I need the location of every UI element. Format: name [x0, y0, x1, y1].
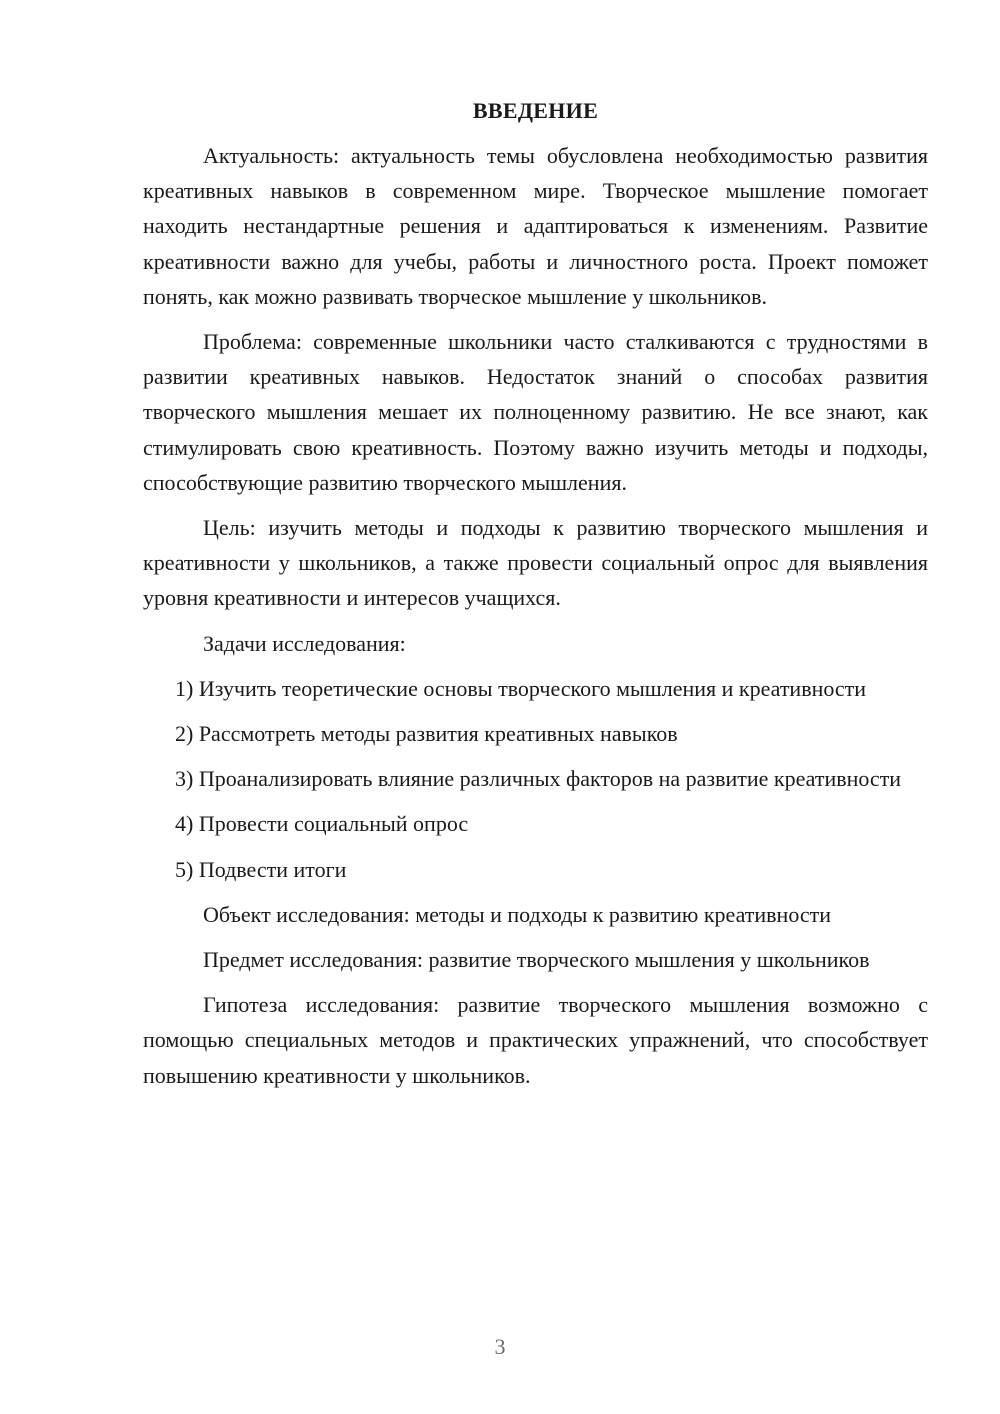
page-content	[143, 93, 928, 1103]
task-item: 2) Рассмотреть методы развития креативных навыков	[175, 721, 678, 747]
task-item: 4) Провести социальный опрос	[175, 811, 469, 837]
page-number: 3	[494, 1334, 506, 1359]
section-title: ВВЕДЕНИЕ	[472, 98, 599, 123]
task-item: 1) Изучить теоретические основы творческого мышления и креативности	[175, 675, 867, 701]
hypothesis-paragraph: Гипотеза исследования: развитие творческого мышления возможно с помощью специальных методов и практических упражнений, что способствует повышению креативности у школьников.	[143, 992, 928, 1088]
tasks-heading: Задачи исследования:	[203, 630, 406, 656]
problem-paragraph: Проблема: современные школьники часто сталкиваются с трудностями в развитии креативных навыков. Недостаток знаний о способах развития творческого мышления мешает их полноценному развитию. Не все знают, как стимулировать свою креативность. Поэтому важно изучить методы и подходы, способствующие развитию творческого мышления.	[143, 329, 928, 495]
subject-paragraph: Предмет исследования: развитие творческого мышления у школьников	[203, 947, 870, 973]
goal-paragraph: Цель: изучить методы и подходы к развитию творческого мышления и креативности у школьников, а также провести социальный опрос для выявления уровня креативности и интересов учащихся.	[143, 515, 928, 611]
relevance-paragraph: Актуальность: актуальность темы обусловлена необходимостью развития креативных навыков в современном мире. Творческое мышление помогает находить нестандартные решения и адаптироваться к изменениям. Развитие креативности важно для учебы, работы и личностного роста. Проект поможет понять, как можно развивать творческое мышление у школьников.	[143, 143, 928, 309]
object-paragraph: Объект исследования: методы и подходы к развитию креативности	[203, 901, 832, 927]
task-item: 5) Подвести итоги	[175, 856, 347, 882]
task-item: 3) Проанализировать влияние различных факторов на развитие креативности	[175, 766, 902, 792]
